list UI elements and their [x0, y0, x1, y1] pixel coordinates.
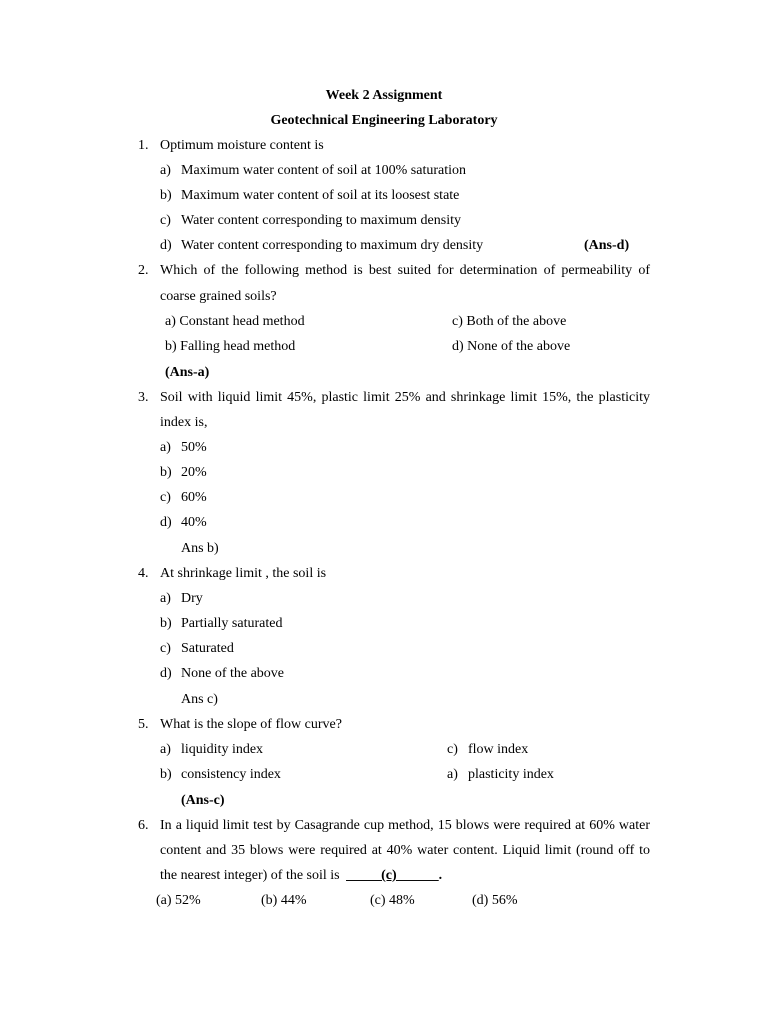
answer-label: (Ans-a): [165, 365, 210, 380]
option-marker: b): [160, 188, 172, 203]
question-text-line-2: content and 35 blows were required at 40% water content. Liquid limit (round off to: [160, 843, 650, 858]
option-d: Water content corresponding to maximum dry density: [181, 238, 484, 253]
option-c: c) Both of the above: [452, 314, 567, 329]
option-c: flow index: [468, 742, 529, 757]
option-d: d) None of the above: [452, 339, 571, 354]
answer-blank-value: (c): [381, 868, 397, 883]
option-marker: c): [160, 490, 171, 505]
question-text-line-1: Soil with liquid limit 45%, plastic limit 25% and shrinkage limit 15%, the plasticity: [160, 390, 650, 405]
question-text: At shrinkage limit , the soil is: [160, 566, 327, 581]
answer-blank-post: ______.: [396, 868, 443, 883]
question-number: 6.: [138, 818, 149, 833]
question-text-line-1: Which of the following method is best suited for determination of permeability of: [160, 263, 650, 278]
question-number: 5.: [138, 717, 149, 732]
answer-label: (Ans-d): [584, 238, 630, 253]
option-d: None of the above: [181, 666, 285, 681]
option-c: Water content corresponding to maximum density: [181, 213, 461, 228]
question-text-line-2: index is,: [160, 415, 208, 430]
option-a: 50%: [181, 440, 207, 455]
document-title: Week 2 Assignment: [325, 88, 443, 103]
option-marker: a): [447, 767, 458, 782]
question-number: 1.: [138, 138, 149, 153]
question-number: 2.: [138, 263, 149, 278]
answer-label: (Ans-c): [181, 793, 225, 808]
option-c: Saturated: [181, 641, 234, 656]
option-b: Maximum water content of soil at its loosest state: [181, 188, 460, 203]
option-marker: c): [160, 213, 171, 228]
option-a: a) Constant head method: [165, 314, 305, 329]
option-marker: b): [160, 616, 172, 631]
question-text-line-1: In a liquid limit test by Casagrande cup method, 15 blows were required at 60% water: [160, 818, 650, 833]
question-number: 4.: [138, 566, 149, 581]
option-marker: a): [160, 591, 171, 606]
option-marker: b): [160, 767, 172, 782]
document-subtitle: Geotechnical Engineering Laboratory: [270, 113, 498, 128]
option-c: (c) 48%: [370, 893, 415, 908]
question-text-line-3: [160, 867, 442, 885]
option-marker: c): [447, 742, 458, 757]
option-b: (b) 44%: [261, 893, 307, 908]
option-a: liquidity index: [181, 742, 264, 757]
option-a: (a) 52%: [156, 893, 201, 908]
option-marker: c): [160, 641, 171, 656]
question-text-fragment: the nearest integer) of the soil is: [160, 868, 340, 883]
option-a: Dry: [181, 591, 203, 606]
question-text-line-2: coarse grained soils?: [160, 289, 277, 304]
option-marker: b): [160, 465, 172, 480]
option-marker: a): [160, 440, 171, 455]
option-b: consistency index: [181, 767, 281, 782]
option-marker: d): [160, 238, 172, 253]
option-a: Maximum water content of soil at 100% saturation: [181, 163, 466, 178]
question-text: What is the slope of flow curve?: [160, 717, 342, 732]
option-marker: a): [160, 742, 171, 757]
option-d: plasticity index: [468, 767, 554, 782]
option-marker: d): [160, 666, 172, 681]
answer-label: Ans c): [181, 692, 218, 707]
option-b: 20%: [181, 465, 207, 480]
option-b: Partially saturated: [181, 616, 283, 631]
option-d: 40%: [181, 515, 207, 530]
answer-label: Ans b): [181, 541, 219, 556]
option-b: b) Falling head method: [165, 339, 296, 354]
option-marker: d): [160, 515, 172, 530]
option-d: (d) 56%: [472, 893, 518, 908]
option-c: 60%: [181, 490, 207, 505]
question-number: 3.: [138, 390, 149, 405]
option-marker: a): [160, 163, 171, 178]
question-text: Optimum moisture content is: [160, 138, 324, 153]
answer-blank-pre: _____: [346, 868, 382, 883]
